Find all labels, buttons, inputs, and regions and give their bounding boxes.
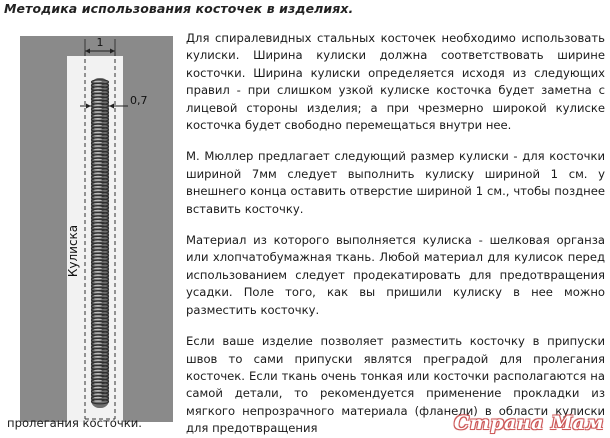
coil-highlight: [94, 155, 102, 157]
coil-highlight: [94, 128, 102, 130]
coil-highlight: [94, 138, 102, 140]
coil-highlight: [94, 108, 102, 110]
coil-highlight: [94, 186, 102, 188]
coil-highlight: [94, 346, 102, 348]
page-title: Методика использования косточек в изделиях.: [4, 1, 354, 16]
coil-highlight: [94, 145, 102, 147]
coil-highlight: [94, 390, 102, 392]
coil-highlight: [94, 329, 102, 331]
spiral-bone: [91, 78, 109, 408]
coil-highlight: [94, 298, 102, 300]
coil-highlight: [94, 244, 102, 246]
coil-highlight: [94, 230, 102, 232]
paragraph-4: Если ваше изделие позволяет разместить косточку в припуски швов то сами припуски являтся преградой для пролегания косточек. Если ткань очень тонкая или косточки располагаются на самой детали, то рекомендуется применение прокладки из мягкого непрозрачного материала (фланели) в области кулиски для предотвращения: [186, 334, 605, 436]
coil-highlight: [94, 135, 102, 137]
coil-highlight: [94, 271, 102, 273]
coil-highlight: [94, 237, 102, 239]
coil-highlight: [94, 247, 102, 249]
coil-highlight: [94, 261, 102, 263]
coil-highlight: [94, 251, 102, 253]
coil-highlight: [94, 288, 102, 290]
paragraph-4-tail: пролегания косточки.: [7, 416, 142, 430]
coil-highlight: [94, 84, 102, 86]
coil-highlight: [94, 94, 102, 96]
coil-highlight: [94, 264, 102, 266]
coil-highlight: [94, 217, 102, 219]
article-body: [186, 30, 605, 438]
coil-highlight: [94, 274, 102, 276]
coil-highlight: [94, 380, 102, 382]
coil-highlight: [94, 196, 102, 198]
coil-highlight: [94, 373, 102, 375]
coil-highlight: [94, 325, 102, 327]
coil-highlight: [94, 206, 102, 208]
coil-highlight: [94, 295, 102, 297]
coil-highlight: [94, 312, 102, 314]
coil-highlight: [94, 349, 102, 351]
coil-highlight: [94, 162, 102, 164]
coil-highlight: [94, 200, 102, 202]
coil-highlight: [94, 101, 102, 103]
coil-highlight: [94, 254, 102, 256]
coil-highlight: [94, 172, 102, 174]
coil-highlight: [94, 315, 102, 317]
paragraph-3: Материал из которого выполняется кулиска - шелковая органза или хлопчатобумажная ткань. Любой материал для кулисок перед использованием следует продекатировать для предотвращения усадки. Поле того, как вы пришили кулиску в нее можно разместить косточку.: [186, 233, 605, 317]
coil-highlight: [94, 278, 102, 280]
coil-highlight: [94, 332, 102, 334]
coil-highlight: [94, 111, 102, 113]
dimension-inner-label: 0,7: [130, 94, 148, 107]
coil-highlight: [94, 281, 102, 283]
coil-highlight: [94, 87, 102, 89]
coil-highlight: [94, 220, 102, 222]
coil-highlight: [94, 268, 102, 270]
coil-highlight: [94, 159, 102, 161]
site-watermark: Страна Мам: [453, 412, 604, 434]
coil-highlight: [94, 203, 102, 205]
coil-highlight: [94, 366, 102, 368]
coil-highlight: [94, 400, 102, 402]
coil-highlight: [94, 342, 102, 344]
coil-highlight: [94, 356, 102, 358]
coil-highlight: [94, 383, 102, 385]
coil-highlight: [94, 285, 102, 287]
coil-highlight: [94, 234, 102, 236]
coil-highlight: [94, 210, 102, 212]
coil-highlight: [94, 98, 102, 100]
coil-highlight: [94, 121, 102, 123]
coil-highlight: [94, 363, 102, 365]
coil-highlight: [94, 118, 102, 120]
coil-highlight: [94, 319, 102, 321]
coil-highlight: [94, 257, 102, 259]
coil-highlight: [94, 359, 102, 361]
coil-highlight: [94, 291, 102, 293]
coil-highlight: [94, 227, 102, 229]
coil-highlight: [94, 169, 102, 171]
coil-highlight: [94, 397, 102, 399]
coil-highlight: [94, 393, 102, 395]
coil-highlight: [94, 213, 102, 215]
coil-highlight: [94, 132, 102, 134]
coil-highlight: [94, 125, 102, 127]
coil-highlight: [94, 302, 102, 304]
coil-highlight: [94, 176, 102, 178]
coil-highlight: [94, 339, 102, 341]
coil-highlight: [94, 305, 102, 307]
coil-highlight: [94, 81, 102, 83]
coil-highlight: [94, 240, 102, 242]
coil-highlight: [94, 308, 102, 310]
coil-highlight: [94, 376, 102, 378]
coil-highlight: [94, 370, 102, 372]
coil-highlight: [94, 193, 102, 195]
coil-highlight: [94, 152, 102, 154]
coil-highlight: [94, 387, 102, 389]
coil-highlight: [94, 179, 102, 181]
coil-highlight: [94, 322, 102, 324]
paragraph-1: Для спиралевидных стальных косточек необходимо использовать кулиски. Ширина кулиски должна соответствовать ширине косточки. Ширина кулиски определяется исходя из следующих правил - при слишком узкой кулиске косточка будет заметна с лицевой стороны изделия; а при чрезмерно широкой кулиске косточка будет свободно перемещаться внутри нее.: [186, 31, 605, 133]
coil-highlight: [94, 353, 102, 355]
paragraph-2: М. Мюллер предлагает следующий размер кулиски - для косточки шириной 7мм следует выполнить кулиску шириной 1 см. у внешнего конца оставить отверстие шириной 1 см., чтобы позднее вставить косточку.: [186, 149, 605, 216]
coil-highlight: [94, 104, 102, 106]
coil-highlight: [94, 91, 102, 93]
dimension-width-label: 1: [96, 36, 104, 49]
coil-highlight: [94, 223, 102, 225]
coil-highlight: [94, 189, 102, 191]
coil-highlight: [94, 115, 102, 117]
kuliska-illustration: [20, 36, 173, 422]
channel-label: Кулиска: [66, 224, 80, 278]
coil-highlight: [94, 336, 102, 338]
coil-highlight: [94, 149, 102, 151]
coil-highlight: [94, 166, 102, 168]
coil-highlight: [94, 183, 102, 185]
coil-highlight: [94, 142, 102, 144]
